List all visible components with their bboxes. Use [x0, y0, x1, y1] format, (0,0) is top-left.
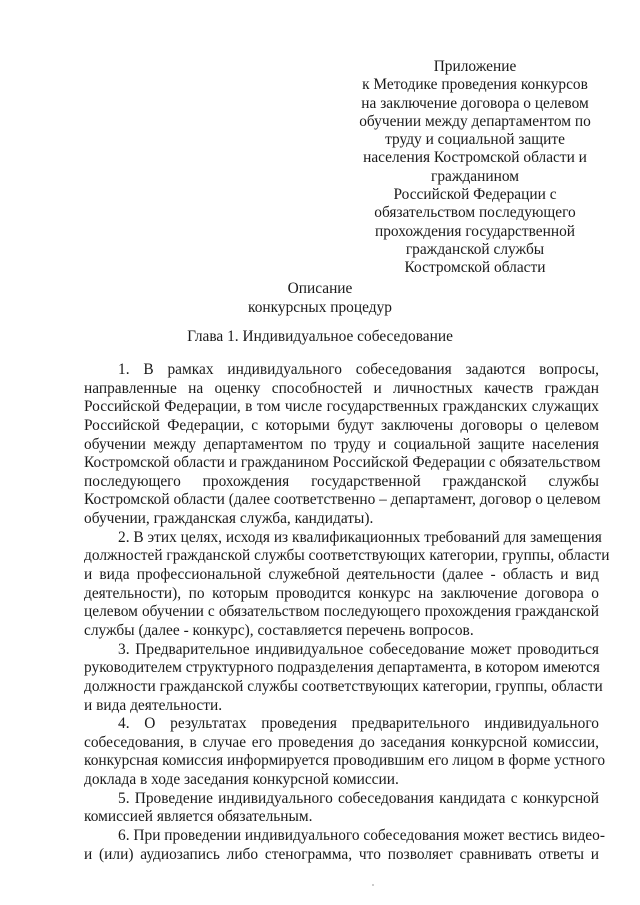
paragraph-line: должности гражданской службы соответствующих категории, группы, области — [84, 677, 603, 695]
paragraph-line: целевом обучении с обязательством последующего прохождения гражданской — [84, 603, 599, 621]
document-subtitle — [0, 298, 640, 317]
paragraph-line: Костромской области (далее соответственно – департамент, договор о целевом — [84, 491, 601, 509]
paragraph-line: обучении между департаментом по труду и социальной защите населения — [84, 435, 599, 453]
paragraph-line: 2. В этих целях, исходя из квалификационных требований для замещения — [118, 528, 602, 546]
paragraph-line: направленные на оценку способностей и личностных качеств граждан — [84, 379, 599, 397]
paragraph-line: службы (далее - конкурс), составляется перечень вопросов. — [84, 621, 474, 639]
paragraph-line: руководителем структурного подразделения департамента, в котором имеются — [84, 659, 600, 677]
appendix-line: к Методике проведения конкурсов — [362, 76, 588, 94]
appendix-line: обучении между департаментом по — [359, 112, 591, 130]
paragraph-line: 6. При проведении индивидуального собеседования может вестись видео- — [118, 827, 605, 845]
paragraph-line: последующего прохождения государственной гражданской службы — [84, 472, 599, 490]
body-text — [84, 361, 610, 864]
title-line-1: Описание — [287, 280, 353, 297]
appendix-line: на заключение договора о целевом — [361, 94, 589, 112]
document-title — [0, 279, 640, 298]
paragraph-line: и (или) аудиозапись либо стенограмма, что позволяет сравнивать ответы и — [84, 845, 599, 863]
paragraph-line: Костромской области и гражданином Российской Федерации с обязательством — [84, 454, 601, 472]
paragraph-line: Российской Федерации, с которыми будут заключены договоры о целевом — [84, 416, 599, 434]
paragraph-line: 1. В рамках индивидуального собеседования задаются вопросы, — [118, 361, 599, 378]
paragraph-line: и вида профессиональной служебной деятельности (далее - область и вид — [84, 566, 599, 584]
paragraph-line: и вида деятельности. — [84, 696, 223, 714]
paragraph-line: доклада в ходе заседания конкурсной комиссии. — [84, 771, 399, 789]
appendix-line: населения Костромской области и — [363, 149, 587, 167]
paragraph-line: 3. Предварительное индивидуальное собеседование может проводиться — [118, 640, 599, 658]
chapter-heading: Глава 1. Индивидуальное собеседование — [187, 328, 453, 345]
appendix-line: труду и социальной защите — [385, 131, 565, 149]
appendix-line: прохождения государственной — [374, 222, 576, 240]
paragraph-line: комиссией является обязательным. — [84, 808, 313, 826]
paragraph-line: обучении, гражданская служба, кандидаты). — [84, 510, 374, 528]
appendix-line: Костромской области — [404, 259, 546, 277]
appendix-line: обязательством последующего — [374, 204, 576, 222]
appendix-line: гражданином — [431, 167, 519, 185]
paragraph-line: конкурсная комиссия информируется проводившим его лицом в форме устного — [84, 752, 606, 770]
paragraph-line: 5. Проведение индивидуального собеседования кандидата с конкурсной — [118, 789, 599, 807]
title-line-2: конкурсных процедур — [248, 299, 392, 316]
paragraph-line: Российской Федерации, в том числе государственных гражданских служащих — [84, 398, 599, 416]
paragraph-line: деятельности), по которым проводится конкурс на заключение договора о — [84, 584, 599, 602]
appendix-line: Приложение — [433, 58, 517, 75]
paragraph-line: собеседования, в случае его проведения до заседания конкурсной комиссии, — [84, 733, 599, 751]
appendix-line: гражданской службы — [405, 240, 545, 258]
scan-speck — [372, 884, 374, 886]
paragraph-line: должностей гражданской службы соответствующих категории, группы, области — [84, 547, 610, 565]
paragraph-line: 4. О результатах проведения предварительного индивидуального — [118, 715, 599, 733]
appendix-line: Российской Федерации с — [393, 186, 557, 204]
appendix-header — [340, 58, 610, 278]
